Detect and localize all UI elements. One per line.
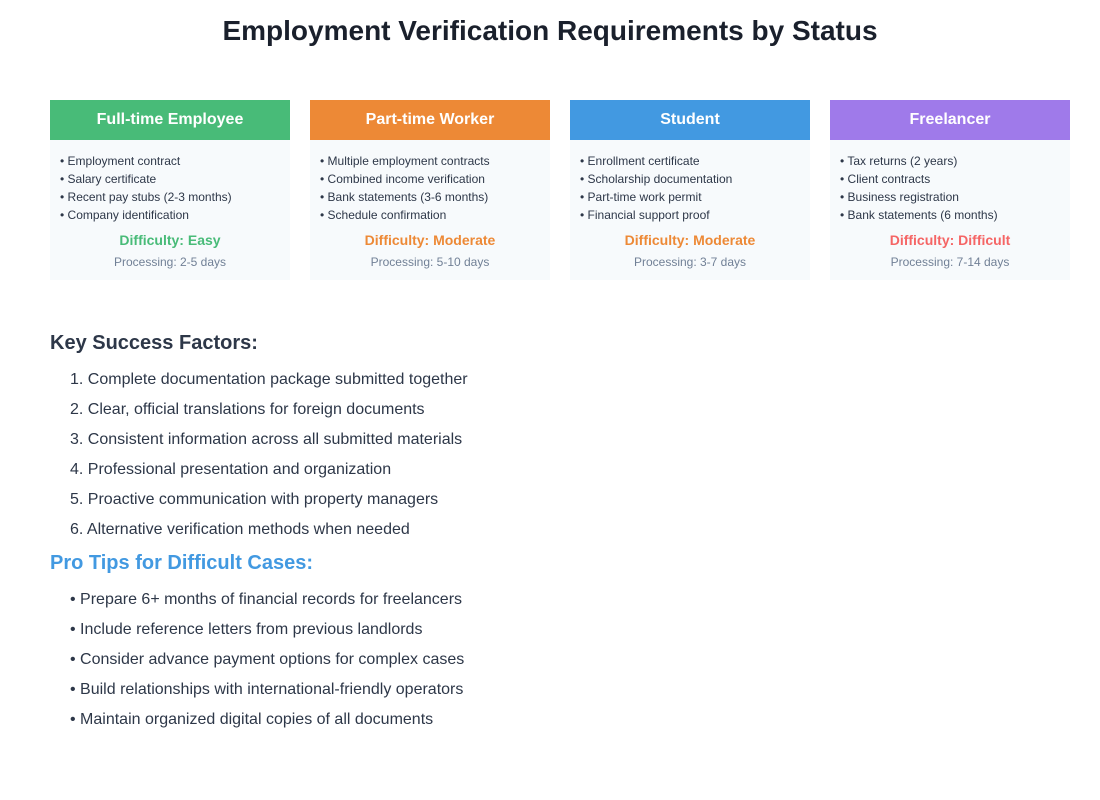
requirement-item: • Financial support proof: [580, 208, 710, 222]
card-full-time-employee: [50, 100, 290, 280]
card-student: [570, 100, 810, 280]
card-freelancer: [830, 100, 1070, 280]
difficulty-label: Difficulty: Difficult: [889, 232, 1011, 248]
key-success-factors-title: Key Success Factors:: [50, 332, 258, 354]
requirement-item: • Employment contract: [60, 154, 181, 168]
requirement-item: • Schedule confirmation: [320, 208, 447, 222]
card-header: Full-time Employee: [50, 100, 290, 140]
requirement-item: • Company identification: [60, 208, 189, 222]
tip-item: • Prepare 6+ months of financial records for freelancers: [70, 591, 463, 608]
pro-tips-title: Pro Tips for Difficult Cases:: [50, 552, 314, 574]
factor-item: 1. Complete documentation package submitted together: [70, 371, 468, 388]
status-cards: [50, 100, 1070, 280]
difficulty-label: Difficulty: Moderate: [624, 232, 756, 248]
processing-time: Processing: 3-7 days: [633, 255, 747, 269]
requirement-item: • Bank statements (6 months): [840, 208, 998, 222]
requirement-item: • Salary certificate: [60, 172, 157, 186]
requirement-item: • Enrollment certificate: [580, 154, 700, 168]
card-header: Part-time Worker: [310, 100, 550, 140]
requirements-list: [570, 140, 810, 224]
pro-tips-list: [70, 585, 464, 735]
factor-item: 6. Alternative verification methods when needed: [70, 521, 410, 538]
key-success-factors-list: [70, 365, 468, 545]
requirement-item: • Tax returns (2 years): [840, 154, 958, 168]
factor-item: 5. Proactive communication with property managers: [70, 491, 439, 508]
tip-item: • Maintain organized digital copies of all documents: [70, 711, 434, 728]
tip-item: • Consider advance payment options for complex cases: [70, 651, 465, 668]
difficulty-label: Difficulty: Moderate: [364, 232, 496, 248]
requirement-item: • Part-time work permit: [580, 190, 702, 204]
requirement-item: • Recent pay stubs (2-3 months): [60, 190, 232, 204]
requirement-item: • Business registration: [840, 190, 959, 204]
factor-item: 4. Professional presentation and organization: [70, 461, 392, 478]
requirements-list: [830, 140, 1070, 224]
requirement-item: • Bank statements (3-6 months): [320, 190, 489, 204]
card-header: Freelancer: [830, 100, 1070, 140]
requirements-list: [310, 140, 550, 224]
difficulty-label: Difficulty: Easy: [119, 232, 221, 248]
factor-item: 3. Consistent information across all submitted materials: [70, 431, 463, 448]
processing-time: Processing: 5-10 days: [370, 255, 490, 269]
processing-time: Processing: 7-14 days: [890, 255, 1010, 269]
tip-item: • Build relationships with international-friendly operators: [70, 681, 464, 698]
page-title: Employment Verification Requirements by Status: [222, 15, 878, 46]
card-header: Student: [570, 100, 810, 140]
factor-item: 2. Clear, official translations for foreign documents: [70, 401, 425, 418]
processing-time: Processing: 2-5 days: [113, 255, 227, 269]
tip-item: • Include reference letters from previous landlords: [70, 621, 423, 638]
requirement-item: • Scholarship documentation: [580, 172, 733, 186]
requirements-list: [50, 140, 290, 224]
requirement-item: • Multiple employment contracts: [320, 154, 490, 168]
requirement-item: • Client contracts: [840, 172, 931, 186]
card-part-time-worker: [310, 100, 550, 280]
requirement-item: • Combined income verification: [320, 172, 485, 186]
